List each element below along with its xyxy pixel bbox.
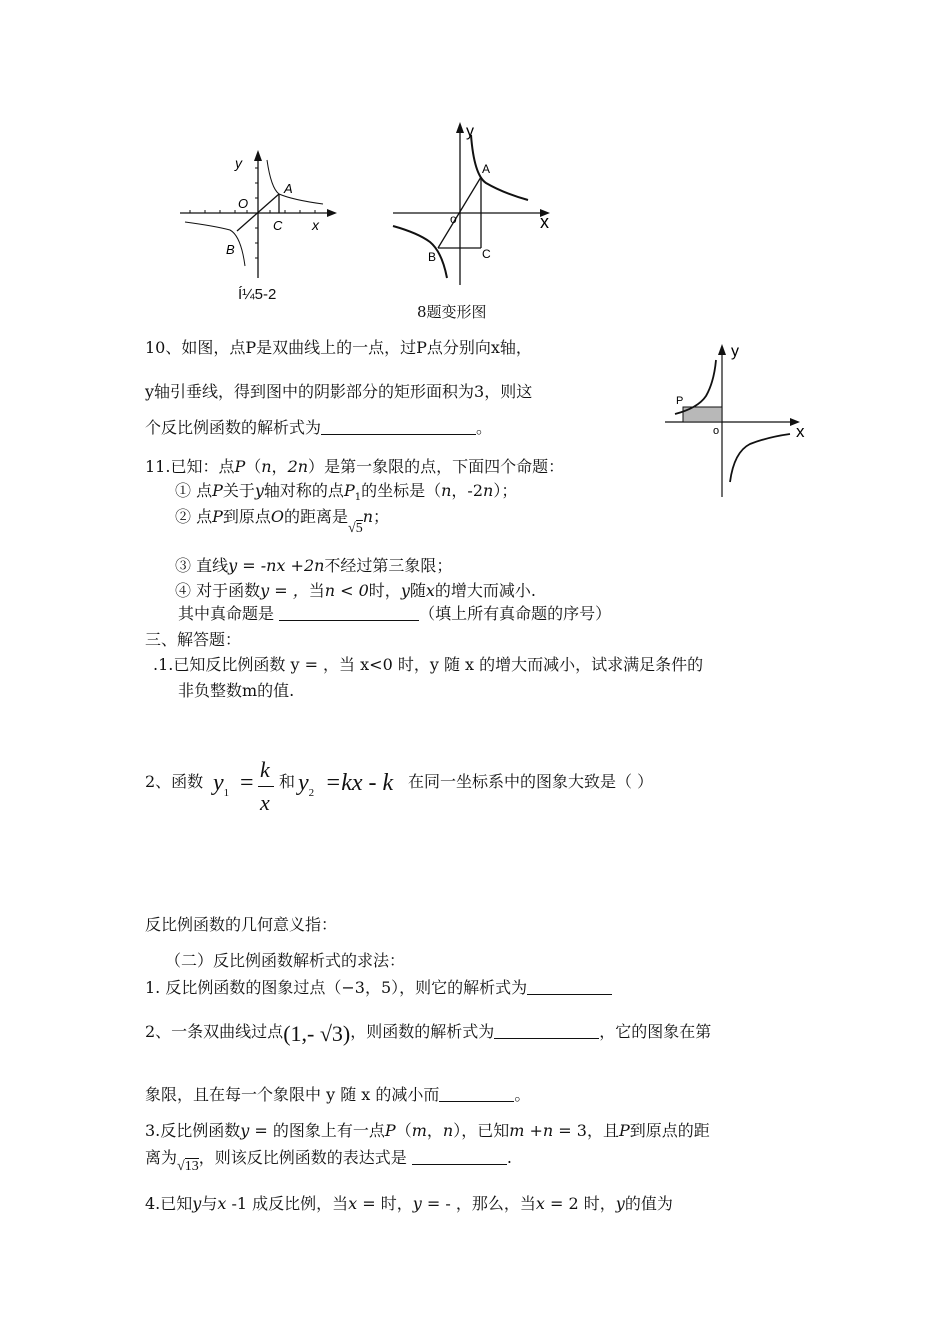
section2-title: （二）反比例函数解析式的求法： xyxy=(165,951,406,970)
q11-blank[interactable] xyxy=(279,604,419,621)
s2-q2-line1: 2、一条双曲线过点(1,- √3)，则函数的解析式为 ，它的图象在第 xyxy=(145,1021,712,1046)
fig2-c-label: C xyxy=(482,247,491,261)
s3-q2-y2: $y_2$ xyxy=(298,770,315,799)
s2-q2-blank1[interactable] xyxy=(494,1022,599,1039)
s2-q1: 1. 反比例函数的图象过点（−3，5），则它的解析式为 xyxy=(145,978,612,998)
q11-item1: ① 点P关于y轴对称的点$P_1$的坐标是（n，-2n）； xyxy=(175,481,518,504)
fig3-x-label: x xyxy=(796,422,805,441)
q10-line3: 个反比例函数的解析式为 。 xyxy=(145,418,493,437)
q11-item4: ④ 对于函数y = ，当n < 0时，y随x的增大而减小. xyxy=(175,581,536,600)
fig1-a-label: A xyxy=(284,181,293,196)
fig1-c-label: C xyxy=(273,218,283,233)
s2-q2-line2: 象限，且在每一个象限中 y 随 x 的减小而 。 xyxy=(145,1085,531,1104)
fig3-p-label: P xyxy=(676,395,684,407)
fig3-o-label: o xyxy=(713,425,720,437)
s3-q2-y1: $y_1$ xyxy=(213,770,230,799)
fig2-a-label: A xyxy=(482,162,491,176)
q11-answer: 其中真命题是 （填上所有真命题的序号） xyxy=(178,604,612,623)
s3-q2-suffix: 在同一坐标系中的图象大致是（ ） xyxy=(408,772,654,791)
q11-item2: ② 点P到原点O的距离是√5n； xyxy=(175,507,390,536)
s3-q1-line1: .1.已知反比例函数 y = ，当 x<0 时，y 随 x 的增大而减小，试求满足条件的 xyxy=(153,655,704,674)
s3-q2-fraction-den: x xyxy=(260,790,270,815)
fig1-x-label: x xyxy=(312,217,319,233)
fig1-y-label: y xyxy=(235,155,242,171)
s2-q3-line1: 3.反比例函数y = 的图象上有一点P（m，n），已知m +n = 3，且P到原点的距 xyxy=(145,1121,710,1140)
fig2-x-label: x xyxy=(540,212,549,232)
geo-meaning: 反比例函数的几何意义指： xyxy=(145,915,338,934)
s3-q2-and: 和 xyxy=(279,772,296,791)
q11-stem: 11.已知：点P（n，2n）是第一象限的点，下面四个命题： xyxy=(145,457,565,476)
fig2-y-label: y xyxy=(466,123,474,140)
s2-q3-line2: 离为√13，则该反比例函数的表达式是 . xyxy=(145,1148,512,1174)
s3-q2-prefix: 2、函数 xyxy=(145,772,204,791)
s2-q4: 4.已知y与x -1 成反比例，当x = 时，y = - ，那么，当x = 2 时，y的值为 xyxy=(145,1194,673,1213)
fig1-b-label: B xyxy=(226,242,235,257)
s2-q3-blank[interactable] xyxy=(412,1148,507,1165)
q11-item3: ③ 直线y = -nx +2n不经过第三象限； xyxy=(175,556,453,575)
q10-blank[interactable] xyxy=(321,418,476,435)
fig3-y-label: y xyxy=(731,343,739,360)
section3-title: 三、解答题： xyxy=(145,630,242,649)
figure-8-variant xyxy=(388,120,558,290)
q10-line2: y轴引垂线，得到图中的阴影部分的矩形面积为3，则这 xyxy=(145,382,533,401)
fraction-bar xyxy=(258,786,274,787)
q10-line1: 10、如图，点P是双曲线上的一点，过P点分别向x轴， xyxy=(145,338,532,357)
s3-q2-rhs: =kx - k xyxy=(325,770,394,796)
fig2-caption: 8题变形图 xyxy=(417,303,487,321)
s2-q1-blank[interactable] xyxy=(527,978,612,995)
s3-q2-equals: = xyxy=(240,770,254,796)
fig2-o-label: o xyxy=(450,212,457,226)
s2-q2-blank2[interactable] xyxy=(439,1085,514,1102)
fig1-caption: Í¼5-2 xyxy=(238,286,277,303)
point-expression: (1,- √3) xyxy=(283,1021,351,1046)
figure-q10 xyxy=(660,342,810,502)
fig1-o-label: O xyxy=(238,196,249,211)
fig2-b-label: B xyxy=(428,250,437,264)
s3-q2-fraction-num: k xyxy=(260,757,270,782)
s3-q1-line2: 非负整数m的值. xyxy=(178,681,295,700)
